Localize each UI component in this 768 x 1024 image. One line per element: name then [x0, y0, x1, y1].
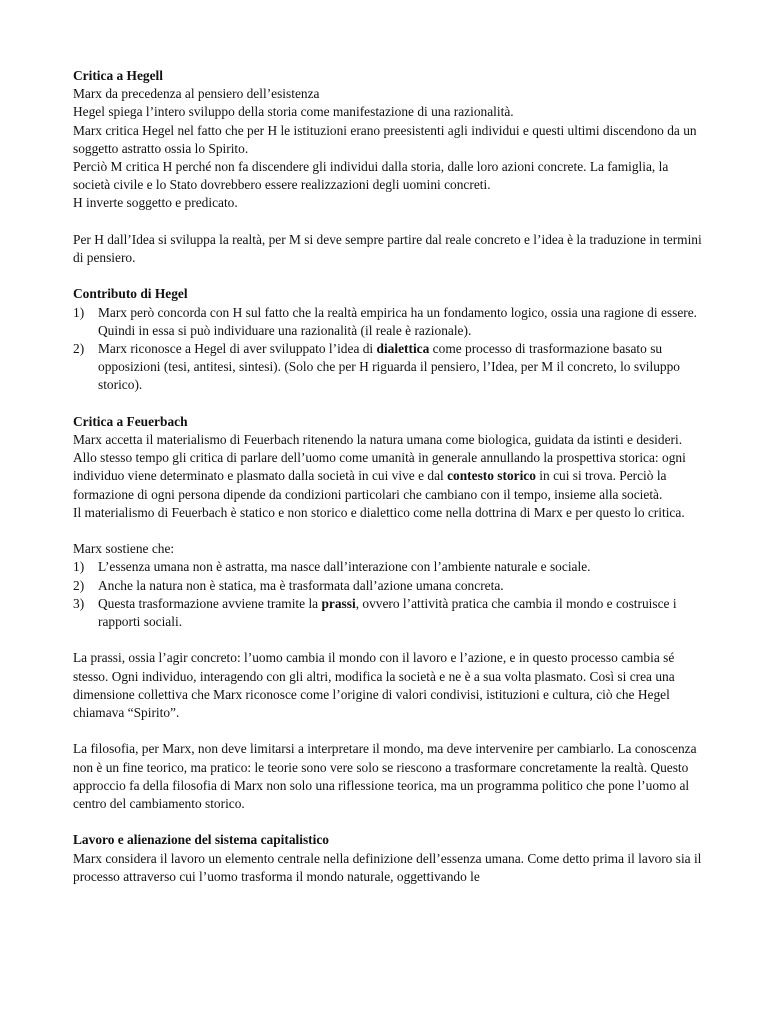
list-item-text: [98, 595, 703, 631]
paragraph-gap: [73, 522, 703, 540]
text-run: Marx riconosce a Hegel di aver sviluppato l’idea di: [98, 341, 377, 357]
paragraph-philosophy: La filosofia, per Marx, non deve limitarsi a interpretare il mondo, ma deve intervenire per cambiarlo. La conoscenza non è un fine teorico, ma pratico: le teorie sono vere solo se riescono a trasformare concretamente la realtà. Questo approccio fa della filosofia di Marx non solo una riflessione teorica, ma un programma politico che pone l’uomo al centro del cambiamento storico.: [73, 741, 697, 812]
paragraph-gap: [73, 395, 703, 413]
paragraph-line: [73, 449, 703, 504]
list-item: [73, 304, 703, 340]
paragraph-line: Marx da precedenza al pensiero dell’esistenza: [73, 86, 320, 102]
paragraph: Per H dall’Idea si sviluppa la realtà, per M si deve sempre partire dal reale concreto e l’idea è la traduzione in termini di pensiero.: [73, 231, 702, 266]
list-number: 3): [73, 595, 85, 611]
paragraph-gap: [73, 267, 703, 285]
list-item-text: L’essenza umana non è astratta, ma nasce dall’interazione con l’ambiente naturale e sociale.: [98, 559, 591, 575]
paragraph-line: Marx accetta il materialismo di Feuerbach ritenendo la natura umana come biologica, guidata da istinti e desideri.: [73, 432, 683, 448]
document-page: [73, 67, 703, 886]
paragraph-labor: Marx considera il lavoro un elemento centrale nella definizione dell’essenza umana. Come detto prima il lavoro sia il processo attraverso cui l’uomo trasforma il mondo naturale, oggettivando le: [73, 850, 702, 884]
paragraph-gap: [73, 213, 703, 231]
list-item: [73, 595, 703, 631]
paragraph-gap: [73, 722, 703, 740]
text-run: , ovvero l’attività pratica che cambia il mondo e costruisce i rapporti sociali.: [98, 595, 677, 630]
paragraph-gap: [73, 813, 703, 831]
bold-term-contesto-storico: contesto storico: [447, 468, 536, 484]
text-run: Questa trasformazione avviene tramite la: [98, 595, 322, 611]
paragraph-praxis: La prassi, ossia l’agir concreto: l’uomo cambia il mondo con il lavoro e l’azione, e in questo processo cambia sé stesso. Ogni individuo, interagendo con gli altri, modifica la società e ne è a sua volta plasmato. Così si crea una dimensione collettiva che Marx riconosce come l’origine di valori condivisi, istituzioni e cultura, ciò che Hegel chiamava “Spirito”.: [73, 650, 675, 721]
list-item-text: Marx però concorda con H sul fatto che la realtà empirica ha un fondamento logico, ossia una ragione di essere. Quindi in essa si può individuare una razionalità (il reale è razionale).: [98, 304, 698, 338]
list-item: [73, 577, 703, 595]
bold-term-prassi: prassi: [321, 595, 356, 611]
list-intro: Marx sostiene che:: [73, 541, 175, 557]
list-item: [73, 340, 703, 395]
paragraph-line: Perciò M critica H perché non fa discendere gli individui dalla storia, dalle loro azioni concrete. La famiglia, la società civile e lo Stato dovrebbero essere realizzazioni degli uomini concreti.: [73, 159, 669, 193]
paragraph-line: Marx critica Hegel nel fatto che per H le istituzioni erano preesistenti agli individui e questi ultimi discendono da un soggetto astratto ossia lo Spirito.: [73, 122, 697, 156]
list-number: 1): [73, 304, 85, 320]
list-number: 1): [73, 559, 85, 575]
paragraph-line: H inverte soggetto e predicato.: [73, 195, 238, 211]
text-run: Allo stesso tempo gli critica di parlare dell’uomo come umanità in generale annullando la prospettiva storica: ogni individuo viene determinato e plasmato dalla società in cui vive e dal: [73, 450, 686, 484]
text-run: come processo di trasformazione basato su opposizioni (tesi, antitesi, sintesi). (Solo che per H riguarda il pensiero, l’Idea, per M il concreto, lo sviluppo storico).: [98, 341, 680, 393]
text-run: in cui si trova. Perciò la formazione di ogni persona dipende da condizioni particolari che cambiano con il tempo, insieme alla società.: [73, 468, 667, 502]
list-number: 2): [73, 341, 85, 357]
section-heading-hegel-critique: Critica a Hegell: [73, 68, 163, 83]
list-number: 2): [73, 577, 85, 593]
paragraph-line: Hegel spiega l’intero sviluppo della storia come manifestazione di una razionalità.: [73, 104, 514, 120]
section-heading-hegel-contribution: Contributo di Hegel: [73, 286, 188, 302]
section-heading-feuerbach-critique: Critica a Feuerbach: [73, 413, 188, 429]
bold-term-dialettica: dialettica: [376, 341, 430, 357]
list-item-text: Anche la natura non è statica, ma è trasformata dall’azione umana concreta.: [98, 577, 504, 593]
list-item: [73, 558, 703, 576]
paragraph-line: Il materialismo di Feuerbach è statico e non storico e dialettico come nella dottrina di Marx e per questo lo critica.: [73, 504, 685, 520]
list-item-text: [98, 340, 703, 395]
paragraph-gap: [73, 631, 703, 649]
section-heading-labor: Lavoro e alienazione del sistema capitalistico: [73, 832, 330, 848]
